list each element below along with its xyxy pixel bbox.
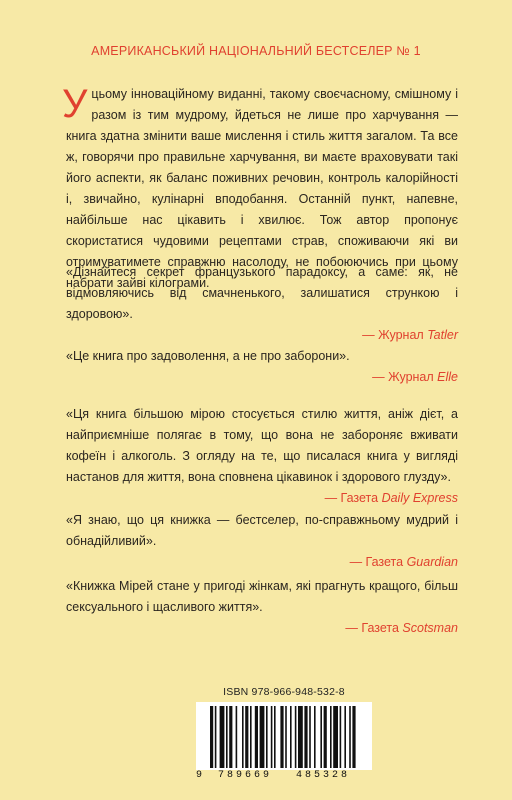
quote-scotsman bbox=[66, 576, 458, 638]
intro-text: цьому інноваційному виданні, такому своєчасному, смішному і разом із тим мудрому, йдеться не лише про харчування — книга здатна змінити ваше мислення і стиль життя загалом. Та все ж, говорячи про правильне харчування, ви маєте враховувати такі його аспекти, як баланс поживних речовин, контроль калорійності і, звичайно, кулінарні вподобання. Останній пункт, напевне, найбільше нас цікавить і хвилює. Тож автор пропонує скористатися чудовими рецептами страв, споживаючи які ви отримуватимете справжню насолоду, не побоюючись при цьому набрати зайві кілограми. bbox=[66, 87, 458, 290]
quote-elle bbox=[66, 346, 458, 387]
source-name: Elle bbox=[437, 370, 458, 384]
quote-text: «Дізнайтеся секрет французького парадоксу, а саме: як, не відмовляючись від смачненького, залишатися стрункою і здоровою». bbox=[66, 265, 458, 321]
barcode-left-digits: 789669 bbox=[218, 770, 273, 781]
barcode-icon bbox=[196, 702, 372, 770]
isbn-number: ISBN 978-966-948-532-8 bbox=[223, 686, 345, 698]
quote-text: «Книжка Мірей стане у пригоді жінкам, які прагнуть кращого, більш сексуального і щасливого життя». bbox=[66, 579, 458, 614]
quote-attribution: — Газета Guardian bbox=[349, 555, 458, 569]
quote-tatler bbox=[66, 262, 458, 345]
source-name: Scotsman bbox=[402, 621, 458, 635]
quote-attribution: — Журнал Tatler bbox=[362, 328, 458, 342]
source-name: Daily Express bbox=[381, 491, 458, 505]
bestseller-header: АМЕРИКАНСЬКИЙ НАЦІОНАЛЬНИЙ БЕСТСЕЛЕР № 1 bbox=[91, 44, 421, 58]
quote-attribution: — Газета Daily Express bbox=[324, 491, 458, 505]
quote-daily-express bbox=[66, 404, 458, 508]
barcode-right-digits: 485328 bbox=[296, 770, 351, 781]
quote-attribution: — Газета Scotsman bbox=[345, 621, 458, 635]
quote-text: «Ця книга більшою мірою стосується стилю життя, аніж дієт, а найприємніше полягає в тому, що вона не забороняє вживати кофеїн і алкоголь. З огляду на те, що писалася книга у вигляді настанов для життя, вона сповнена цікавинок і здорового глузду». bbox=[66, 407, 458, 484]
quote-text: «Я знаю, що ця книжка — бестселер, по-справжньому мудрий і обнадійливий». bbox=[66, 513, 458, 548]
source-name: Guardian bbox=[406, 555, 458, 569]
isbn-barcode-block bbox=[196, 686, 372, 786]
quote-text: «Це книга про задоволення, а не про заборони». bbox=[66, 349, 350, 363]
quote-attribution: — Журнал Elle bbox=[372, 370, 458, 384]
barcode-first-digit: 9 bbox=[196, 770, 203, 781]
source-name: Tatler bbox=[427, 328, 458, 342]
drop-cap-letter: У bbox=[62, 82, 88, 126]
quote-guardian bbox=[66, 510, 458, 572]
